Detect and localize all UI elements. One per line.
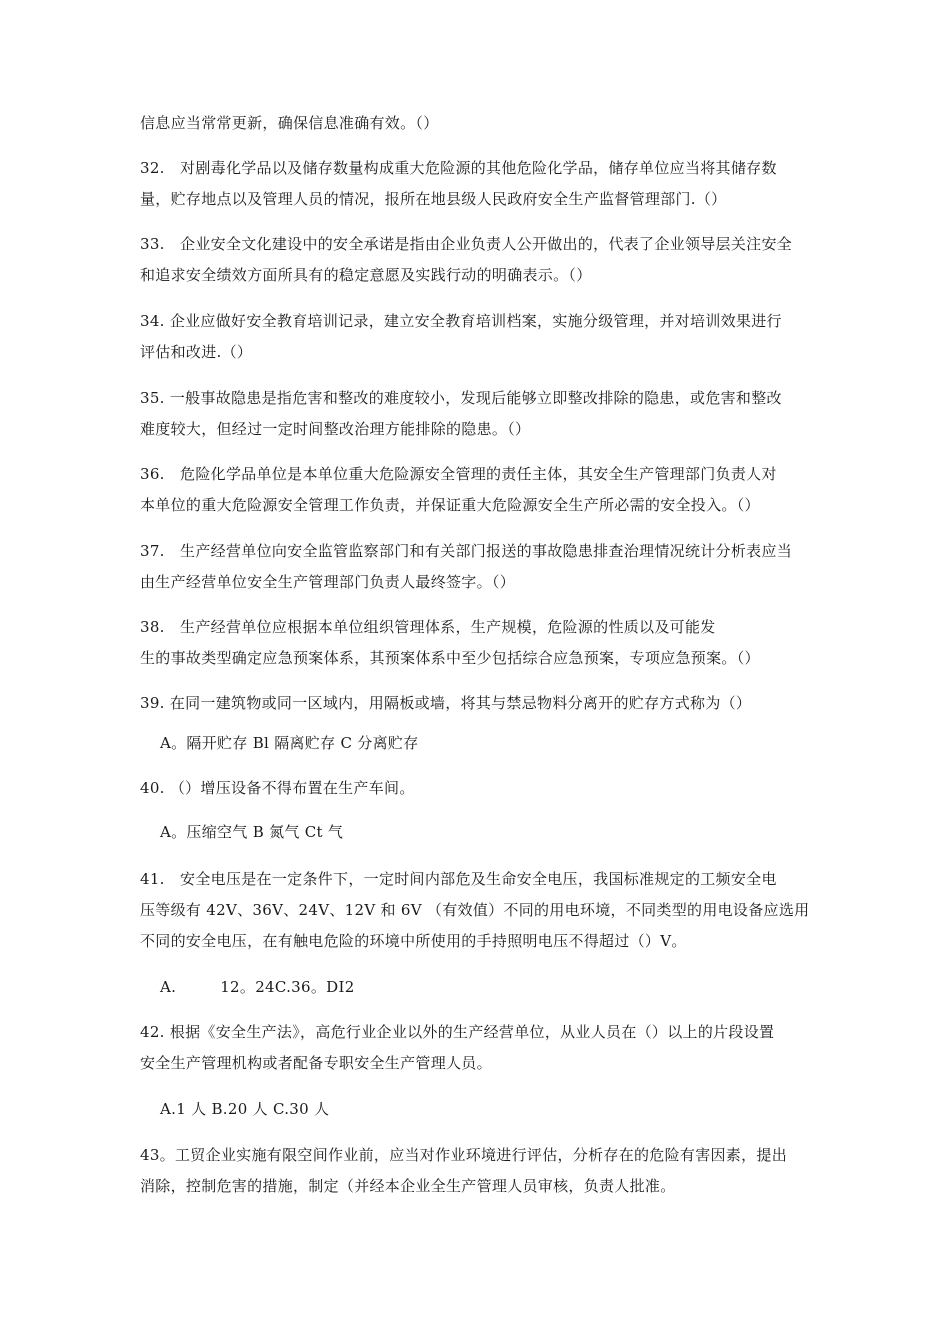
question-36-line-1: 36. 危险化学品单位是本单位重大危险源安全管理的责任主体，其安全生产管理部门负责人对 <box>140 465 777 483</box>
question-42-line-1: 42. 根据《安全生产法》，高危行业企业以外的生产经营单位，从业人员在（）以上的片段设置 <box>140 1023 775 1041</box>
question-39-options: A。隔开贮存 Bl 隔离贮存 C 分离贮存 <box>160 734 419 752</box>
option-label-a: A. <box>160 978 177 996</box>
question-32-line-2: 量，贮存地点以及管理人员的情况，报所在地县级人民政府安全生产监督管理部门.（） <box>140 190 727 208</box>
question-41-line-2: 压等级有 42V、36V、24V、12V 和 6V （有效值）不同的用电环境，不同类型的用电设备应选用 <box>140 901 810 919</box>
question-41-line-1: 41. 安全电压是在一定条件下，一定时间内部危及生命安全电压，我国标准规定的工频安全电 <box>140 870 777 888</box>
question-34-line-2: 评估和改进.（） <box>140 343 253 361</box>
question-36-line-2: 本单位的重大危险源安全管理工作负责，并保证重大危险源安全生产所必需的安全投入。（） <box>140 496 760 514</box>
question-39: 39. 在同一建筑物或同一区域内，用隔板或墙，将其与禁忌物料分离开的贮存方式称为（） <box>140 694 752 712</box>
question-38-line-1: 38. 生产经营单位应根据本单位组织管理体系，生产规模，危险源的性质以及可能发 <box>140 618 716 636</box>
question-35-line-2: 难度较大，但经过一定时间整改治理方能排除的隐患。（） <box>140 420 531 438</box>
option-values: 12。24C.36。DI2 <box>220 978 355 996</box>
question-42-options: A.1 人 B.20 人 C.30 人 <box>160 1100 330 1118</box>
question-40: 40. （）增压设备不得布置在生产车间。 <box>140 779 415 797</box>
question-38-line-2: 生的事故类型确定应急预案体系，其预案体系中至少包括综合应急预案，专项应急预案。（） <box>140 649 760 667</box>
question-35-line-1: 35. 一般事故隐患是指危害和整改的难度较小，发现后能够立即整改排除的隐患，或危害和整改 <box>140 389 782 407</box>
question-41-line-3: 不同的安全电压，在有触电危险的环境中所使用的手持照明电压不得超过（）V。 <box>140 932 687 950</box>
question-33-line-2: 和追求安全绩效方面所具有的稳定意愿及实践行动的明确表示。（） <box>140 266 592 284</box>
question-41-options <box>160 977 840 997</box>
question-34-line-1: 34. 企业应做好安全教育培训记录，建立安全教育培训档案，实施分级管理，并对培训效果进行 <box>140 312 782 330</box>
question-32-line-1: 32. 对剧毒化学品以及储存数量构成重大危险源的其他危险化学品，储存单位应当将其储存数 <box>140 159 777 177</box>
question-37-line-1: 37. 生产经营单位向安全监管监察部门和有关部门报送的事故隐患排查治理情况统计分析表应当 <box>140 542 793 560</box>
text-line: 信息应当常常更新，确保信息准确有效。（） <box>140 114 439 132</box>
question-40-options: A。压缩空气 B 氮气 Ct 气 <box>160 823 344 841</box>
question-37-line-2: 由生产经营单位安全生产管理部门负责人最终签字。（） <box>140 573 516 591</box>
question-43-line-2: 消除，控制危害的措施，制定（并经本企业全生产管理人员审核，负责人批准。 <box>140 1177 676 1195</box>
question-33-line-1: 33. 企业安全文化建设中的安全承诺是指由企业负责人公开做出的，代表了企业领导层关注安全 <box>140 235 793 253</box>
question-43-line-1: 43。工贸企业实施有限空间作业前，应当对作业环境进行评估，分析存在的危险有害因素，提出 <box>140 1146 787 1164</box>
question-42-line-2: 安全生产管理机构或者配备专职安全生产管理人员。 <box>140 1054 492 1072</box>
